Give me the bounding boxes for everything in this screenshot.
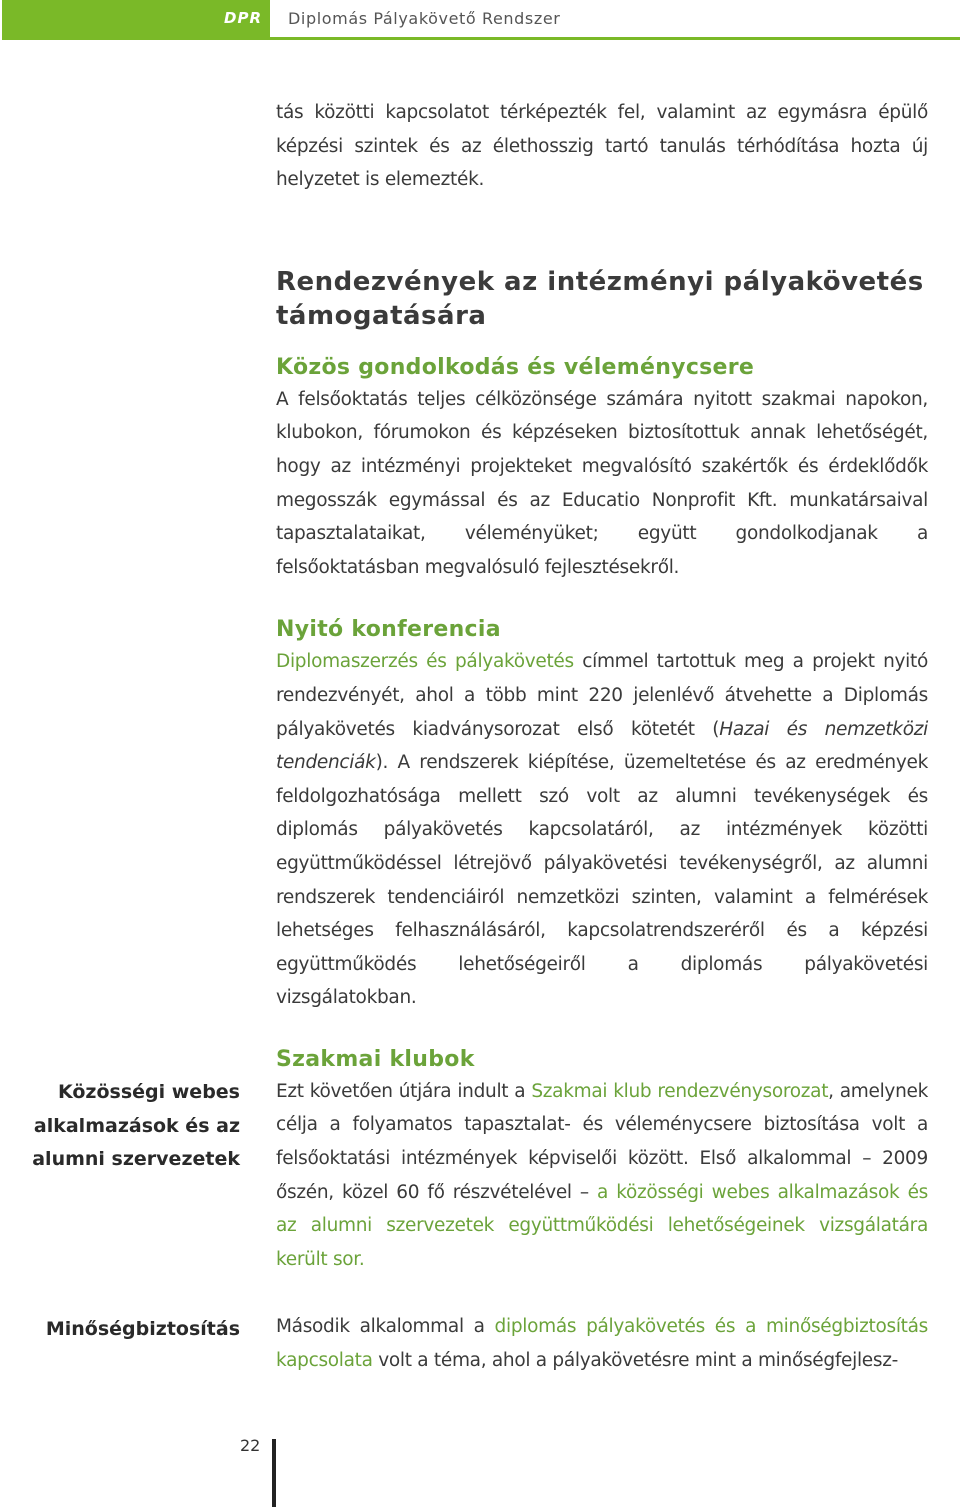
nyito-text1: címmel tartottuk meg a projekt nyitó rendezvényét, ahol a több mint 220 jelenlévő átvehette a Diplomás pályakövetés kiadványsorozat első kötetét ( — [276, 651, 928, 740]
klubok-heading: Szakmai klubok — [276, 1046, 475, 1072]
nyito-italic-title: Hazai és nemzetközi tendenciák — [276, 718, 928, 774]
sidebar-note-line: alkalmazások és az — [33, 1114, 240, 1137]
klubok-p2-text-b: volt a téma, ahol a pályakövetésre mint a minőségfejlesz- — [372, 1350, 899, 1372]
nyito-link: Diplomaszerzés és pályakövetés — [276, 651, 574, 673]
klubok-p2-link: diplomás pályakövetés és a minőségbiztosítás kapcsolata — [276, 1316, 928, 1372]
kozos-paragraph: A felsőoktatás teljes célközönsége számára nyitott szakmai napokon, klubokon, fórumokon és képzéseken biztosítottuk annak lehetőségét, hogy az intézményi projekteket megvalósító szakértők és érdeklődők megosszák egymással és az Educatio Nonprofit Kft. munkatársaival tapasztalataikat, véleményüket; együtt gondolkodjanak a felsőoktatásban megvalósuló fejlesztésekről. — [276, 388, 928, 578]
spacer — [276, 584, 928, 615]
klubok-paragraph-1 — [276, 1075, 928, 1277]
intro-paragraph: tás közötti kapcsolatot térképezték fel, valamint az egymásra épülő képzési szintek és az élethosszig tartó tanulás térhódítása hozta új helyzetet is elemezték. — [276, 102, 928, 191]
klubok-paragraph-2 — [276, 1310, 928, 1377]
klubok-p2-text-a: Második alkalommal a — [276, 1316, 495, 1338]
section-title-line2: támogatására — [276, 300, 487, 331]
main-column — [276, 96, 928, 1378]
sidebar-note-line: alumni szervezetek — [32, 1148, 240, 1170]
nyito-paragraph — [276, 645, 928, 1015]
kozos-heading: Közös gondolkodás és véleménycsere — [276, 354, 755, 380]
spacer — [276, 1276, 928, 1310]
sidebar-note-line: Közösségi webes — [57, 1081, 240, 1103]
nyito-heading: Nyitó konferencia — [276, 617, 501, 643]
klubok-p1-link: Szakmai klub rendezvénysorozat — [531, 1080, 829, 1102]
sidebar-note-community — [20, 1076, 240, 1177]
klubok-p1-text-a: Ezt követően útjára indult a — [276, 1080, 532, 1102]
sidebar-note-quality: Minőségbiztosítás — [45, 1318, 240, 1340]
section-title-line1: Rendezvények az intézményi pályakövetés — [276, 266, 924, 297]
klubok-p1-green: a közösségi webes alkalmazások és az alumni szervezetek együttműködési lehetőségeinek vizsgálatára került sor. — [276, 1181, 928, 1270]
spacer — [276, 333, 928, 353]
section-title — [276, 265, 928, 333]
spacer — [276, 1015, 928, 1045]
nyito-text2: ). A rendszerek kiépítése, üzemeltetése és az eredmények feldolgozhatósága mellett szó volt az alumni tevékenységek és diplomás pályakövetés kapcsolatáról, az intézmények közötti együttműködéssel létrejövő pályakövetési tevékenységről, az alumni rendszerek tendenciáiról nemzetközi szinten, valamint a felmérések lehetséges felhasználásáról, kapcsolatrendszeréről és a képzési együttműködés lehetőségeiről a diplomás pályakövetési vizsgálatokban. — [276, 752, 928, 1009]
spacer — [276, 197, 928, 265]
header-badge: DPR — [2, 0, 270, 37]
header-rule — [2, 37, 960, 40]
page-number: 22 — [240, 1436, 261, 1455]
page-header — [0, 0, 960, 40]
footer-bar — [272, 1439, 276, 1507]
header-title: Diplomás Pályakövető Rendszer — [288, 9, 561, 28]
klubok-p1-text-b: , amelynek célja a folyamatos tapasztalat- és véleménycsere biztosítása volt a felsőoktatási intézmények képviselői között. Első alkalommal – 2009 őszén, közel 60 fő részvételével – — [276, 1080, 929, 1203]
